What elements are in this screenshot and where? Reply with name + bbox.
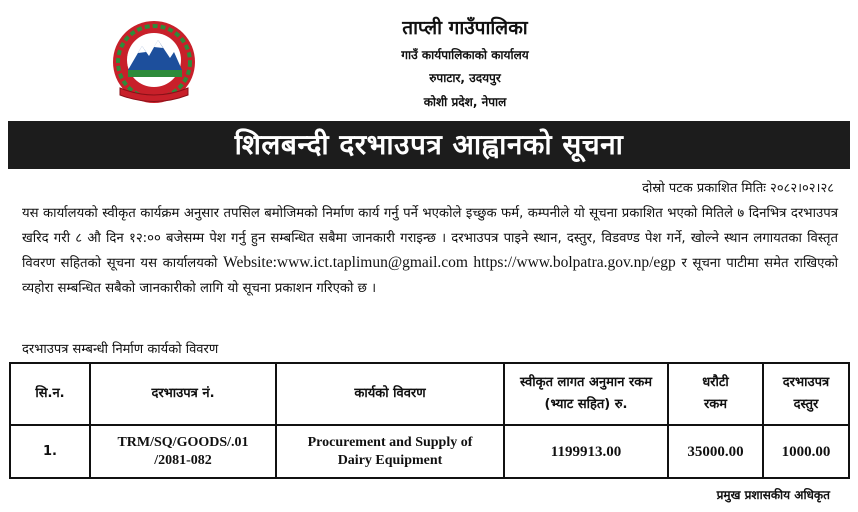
table-header-row bbox=[10, 363, 849, 425]
header-fee-line1: दरभाउपत्र bbox=[782, 375, 830, 390]
header-deposit-line1: धरौटी bbox=[702, 375, 729, 390]
municipality-name: ताप्ली गाउँपालिका bbox=[402, 17, 528, 39]
header-sn: सि.न. bbox=[10, 363, 90, 425]
header-fee bbox=[763, 363, 849, 425]
publication-date: दोस्रो पटक प्रकाशित मितिः २०८२।०२।२८ bbox=[642, 181, 834, 196]
notice-body-part1: यस कार्यालयको स्वीकृत कार्यक्रम अनुसार तपसिल बमोजिमको निर्माण कार्य गर्नु पर्ने भएकोले इच्छुक फर्म, कम्पनीले यो सूचना प्रकाशित भएको मितिले ७ दिनभित्र दरभाउपत्र खरिद गरी ८ औ दिन १२:०० बजेसम्म पेश गर्नु हुन सम्बन्धित सबैमा जानकारी गराइन्छ । दरभाउपत्र पाइने स्थान, दस्तुर, विडवण्ड पेश गर्ने, खोल्ने स्थान लगायतका विस्तृत विवरण सहितको सूचना यस कार्यालयको bbox=[22, 206, 838, 272]
cell-work-line1: Procurement and Supply of bbox=[307, 434, 473, 450]
header-work: कार्यको विवरण bbox=[276, 363, 504, 425]
website-links: Website:www.ict.taplimun@gmail.com https://www.bolpatra.gov.np/egp bbox=[223, 254, 676, 272]
cell-work bbox=[276, 425, 504, 478]
office-province: कोशी प्रदेश, नेपाल bbox=[423, 95, 507, 109]
municipality-logo bbox=[108, 18, 200, 108]
header-estimate-line2: (भ्याट सहित) रु. bbox=[544, 397, 628, 412]
header-estimate-line1: स्वीकृत लागत अनुमान रकम bbox=[519, 375, 653, 390]
bid-details-table bbox=[9, 362, 850, 479]
header-deposit bbox=[668, 363, 763, 425]
signature-title: प्रमुख प्रशासकीय अधिकृत bbox=[716, 488, 830, 502]
logo-land bbox=[128, 70, 182, 77]
cell-estimate: 1199913.00 bbox=[504, 425, 668, 478]
cell-deposit: 35000.00 bbox=[668, 425, 763, 478]
notice-body-part2: र सूचना पाटीमा समेत राखिएको व्यहोरा सम्बन्धित सबैको जानकारीको लागि यो सूचना प्रकाशन गरिएको छ । bbox=[22, 256, 838, 296]
header-fee-line2: दस्तुर bbox=[793, 397, 819, 412]
notice-body bbox=[22, 202, 838, 301]
cell-work-line2: Dairy Equipment bbox=[337, 452, 443, 468]
header-deposit-line2: रकम bbox=[703, 397, 728, 412]
office-name: गाउँ कार्यपालिकाको कार्यालय bbox=[401, 48, 529, 62]
header-estimate bbox=[504, 363, 668, 425]
header-bid-no: दरभाउपत्र नं. bbox=[90, 363, 276, 425]
table-heading: दरभाउपत्र सम्बन्धी निर्माण कार्यको विवरण bbox=[22, 342, 219, 357]
cell-bid-no-line2: /2081-082 bbox=[154, 452, 212, 468]
table-row bbox=[10, 425, 849, 478]
office-location: रुपाटार, उदयपुर bbox=[429, 71, 501, 85]
notice-title: शिलबन्दी दरभाउपत्र आह्वानको सूचना bbox=[8, 121, 850, 169]
cell-bid-no bbox=[90, 425, 276, 478]
cell-sn: 1. bbox=[10, 425, 90, 478]
cell-fee: 1000.00 bbox=[763, 425, 849, 478]
cell-bid-no-line1: TRM/SQ/GOODS/.01 bbox=[117, 434, 249, 450]
